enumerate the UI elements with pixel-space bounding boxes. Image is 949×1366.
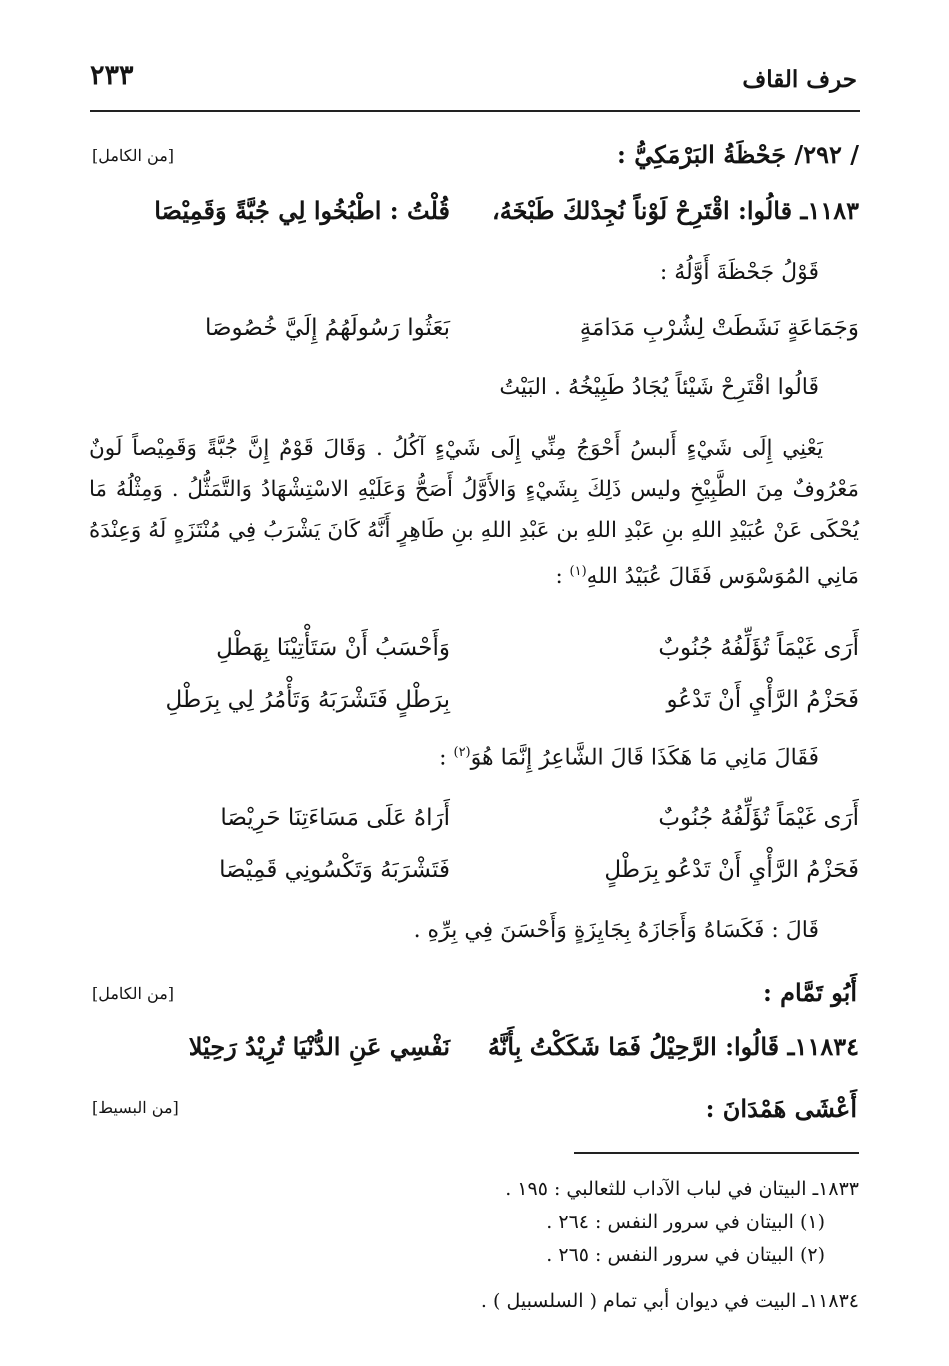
poem1-line2-hemistich-1: فَحَزْمُ الرَّأْيِ أَنْ تَدْعُو — [666, 687, 859, 713]
verse-1834-hemistich-1: ١١٨٣٤ـ قَالُوا: الرَّحِيْلُ فَمَا شَكَكْتُ بِأَنَّهُ — [487, 1032, 859, 1061]
mani-line — [439, 745, 819, 770]
poem1-line1-hemistich-2: وَأَحْسَبُ أَنْ سَتَأْتِيْنَا بِهَطْلِ — [216, 635, 450, 661]
prose-end: : — [555, 564, 570, 590]
verse-1833-hemistich-1: ١١٨٣ـ قالُوا: اقْتَرِحْ لَوْناً نُجِدْلكَ طَبْخَهُ، — [492, 196, 859, 225]
footnote-ref: (١) — [569, 564, 587, 579]
page-number: ٢٣٣ — [90, 60, 134, 91]
verse-1834-hemistich-2: نَفْسِي عَنِ الدُّنْيَا تُرِيْدُ رَحِيْلا — [188, 1032, 450, 1061]
verse-b-line: قَالُوا اقْتَرِحْ شَيْئاً يُجَادُ طَبِيْخُهُ . البَيْتُ — [499, 375, 819, 400]
closing-line: قَالَ : فَكَسَاهُ وَأَجَازَهُ بِجَايِزَةٍ وَأَحْسَنَ فِي بِرِّهِ . — [413, 918, 819, 943]
poem2-line2-hemistich-1: فَحَزْمُ الرَّأْيِ أَنْ تَدْعُو بِرَطْلٍ — [604, 857, 859, 883]
footnote-1: (١) البيتان في سرور النفس : ٢٦٤ . — [546, 1211, 825, 1233]
running-header-chapter: حرف القاف — [742, 66, 857, 93]
footnote-1834: ١١٨٣٤ـ البيت في ديوان أبي تمام ( السلسبيل ) . — [480, 1290, 859, 1312]
section-title-abu-tammam: أَبُو تَمَّام : — [762, 978, 857, 1007]
section-title-asha: أَعْشَى هَمْدَانَ : — [705, 1094, 857, 1123]
meter-label: [من الكامل] — [92, 984, 175, 1003]
meter-label: [من الكامل] — [92, 146, 175, 165]
poem1-line2-hemistich-2: بِرَطْلٍ فَتَشْرَبَهُ وَتَأْمُرُ لِي بِرَطْلِ — [165, 687, 450, 713]
poem2-line1-hemistich-1: أَرَى غَيْمَاً تُؤَلِّفُهُ جُنُوبٌ — [658, 805, 859, 831]
poem2-line2-hemistich-2: فَتَشْرَبَهُ وَتَكْسُونِي قَمِيْصَا — [219, 857, 450, 883]
mani-end: : — [439, 745, 454, 771]
poem1-line1-hemistich-1: أَرَى غَيْمَاً تُؤَلِّفُهُ جُنُوبٌ — [658, 635, 859, 661]
header-rule — [90, 110, 860, 112]
footnote-1833: ١٨٣٣ـ البيتان في لباب الآداب للثعالبي : ١٩٥ . — [505, 1178, 859, 1200]
footnote-2: (٢) البيتان في سرور النفس : ٢٦٥ . — [546, 1244, 825, 1266]
mani-text: فَقَالَ مَانِي مَا هَكَذَا قَالَ الشَّاعِرُ إِنَّمَا هُوَ — [470, 745, 819, 771]
prose-paragraph — [89, 428, 859, 597]
verse-1833-hemistich-2: قُلْتُ : اطْبُخُوا لِي جُبَّةً وَقَمِيْصَا — [154, 196, 450, 225]
poem2-line1-hemistich-2: أَرَاهُ عَلَى مَسَاءَتِنَا حَرِيْصَا — [220, 805, 450, 831]
section-title-jahza: / ٢٩٢/ جَحْظَةُ البَرْمَكِيُّ : — [617, 140, 859, 169]
prose-text: يَعْنِي إِلَى شَيْءٍ أَلبسُ أَحْوَجُ مِنِّي إِلَى شَيْءٍ آكُلُ . وَقَالَ قَوْمٌ إِنَّ جُبَّةً وَقَمِيْصاً لَونٌ مَعْرُوفٌ مِنَ الطَّبِيْخِ وليس ذَلِكَ بِشَيْءٍ وَالأَوَّلُ أَصَحُّ وَعَلَيْهِ الاسْتِشْهَادُ وَالتَّمَثُّلُ . وَمِثْلُهُ مَا يُحْكَى عَنْ عُبَيْدِ اللهِ بنِ عَبْدِ اللهِ بن عَبْدِ اللهِ بنِ طَاهِرٍ أَنَّهُ كَانَ يَشْرَبُ فِي مُنْتَزَهٍ لَهُ وَعِنْدَهُ مَانِي المُوَسْوَس فَقَالَ عُبَيْدُ اللهِ — [89, 436, 859, 590]
meter-label: [من البسيط] — [92, 1098, 179, 1117]
intro-line: قَوْلُ جَحْظَةَ أَوَّلُهُ : — [659, 260, 819, 285]
verse-a-hemistich-1: وَجَمَاعَةٍ نَشَطَتْ لِشُرْبِ مَدَامَةٍ — [579, 315, 859, 341]
footnote-rule — [574, 1152, 859, 1154]
verse-a-hemistich-2: بَعَثُوا رَسُولَهُمُ إِلَيَّ خُصُوصَا — [205, 315, 450, 341]
footnote-ref: (٢) — [453, 745, 471, 760]
